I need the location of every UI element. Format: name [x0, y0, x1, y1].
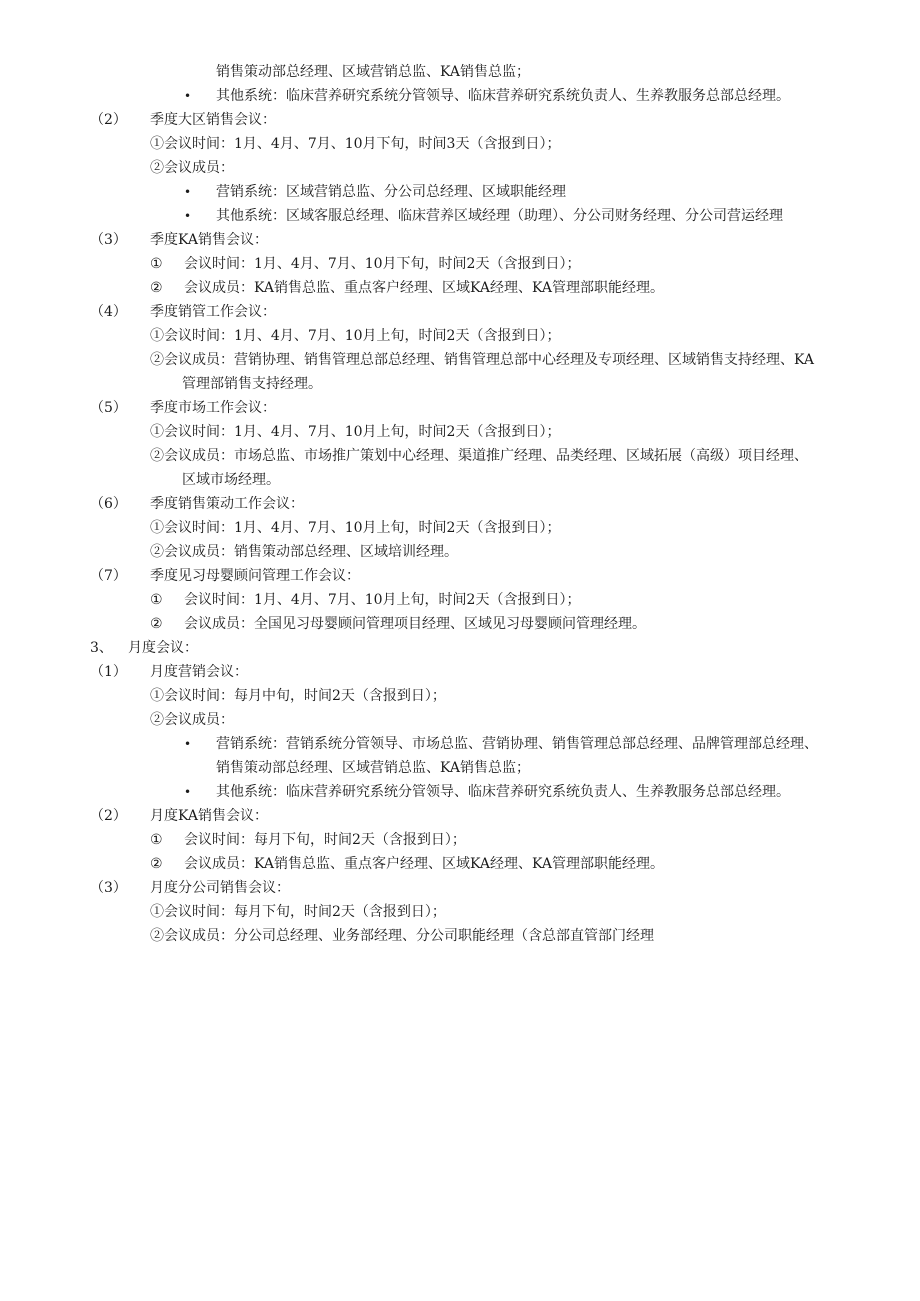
- bullet-icon: •: [184, 185, 192, 199]
- section-3-number: 3、: [90, 640, 113, 656]
- top-line-2: 其他系统：临床营养研究系统分管领导、临床营养研究系统负责人、生养教服务总部总经理。: [216, 88, 790, 104]
- m2-title: 月度KA销售会议：: [150, 808, 269, 824]
- m3-time: ①会议时间：每月下旬，时间2天（含报到日）；: [150, 904, 446, 920]
- q5-time: ①会议时间：1月、4月、7月、10月上旬，时间2天（含报到日）；: [150, 424, 561, 440]
- q3-members: 会议成员：KA销售总监、重点客户经理、区域KA经理、KA管理部职能经理。: [184, 280, 665, 296]
- q4-members-line-2: 管理部销售支持经理。: [182, 376, 322, 392]
- m1-members: ②会议成员：: [150, 712, 234, 728]
- m3-title: 月度分公司销售会议：: [150, 880, 290, 896]
- m1-bullet-1-line-2: 销售策动部总经理、区域营销总监、KA销售总监；: [216, 760, 531, 776]
- q2-number: （2）: [90, 112, 127, 128]
- m1-bullet-2: 其他系统：临床营养研究系统分管领导、临床营养研究系统负责人、生养教服务总部总经理。: [216, 784, 790, 800]
- q3-marker-2: ②: [150, 280, 163, 296]
- q7-time: 会议时间：1月、4月、7月、10月上旬，时间2天（含报到日）；: [184, 592, 581, 608]
- m2-number: （2）: [90, 808, 127, 824]
- bullet-icon: •: [184, 785, 192, 799]
- bullet-icon: •: [184, 737, 192, 751]
- m3-members: ②会议成员：分公司总经理、业务部经理、分公司职能经理（含总部直管部门经理: [150, 928, 654, 944]
- q2-members: ②会议成员：: [150, 160, 234, 176]
- q7-marker-1: ①: [150, 592, 163, 608]
- m2-marker-1: ①: [150, 832, 163, 848]
- q2-bullet-2: 其他系统：区域客服总经理、临床营养区域经理（助理）、分公司财务经理、分公司营运经理: [216, 208, 783, 224]
- q6-time: ①会议时间：1月、4月、7月、10月上旬，时间2天（含报到日）；: [150, 520, 561, 536]
- bullet-icon: •: [184, 89, 192, 103]
- q2-title: 季度大区销售会议：: [150, 112, 276, 128]
- m1-title: 月度营销会议：: [150, 664, 248, 680]
- q6-members: ②会议成员：销售策动部总经理、区域培训经理。: [150, 544, 458, 560]
- m1-number: （1）: [90, 664, 127, 680]
- q3-time: 会议时间：1月、4月、7月、10月下旬，时间2天（含报到日）；: [184, 256, 581, 272]
- q7-number: （7）: [90, 568, 127, 584]
- q6-title: 季度销售策动工作会议：: [150, 496, 304, 512]
- q4-title: 季度销管工作会议：: [150, 304, 276, 320]
- q6-number: （6）: [90, 496, 127, 512]
- m3-number: （3）: [90, 880, 127, 896]
- m2-time: 会议时间：每月下旬，时间2天（含报到日）；: [184, 832, 466, 848]
- q5-members-line-1: ②会议成员：市场总监、市场推广策划中心经理、渠道推广经理、品类经理、区域拓展（高级）项目经理、: [150, 448, 808, 464]
- q2-time: ①会议时间：1月、4月、7月、10月下旬，时间3天（含报到日）；: [150, 136, 561, 152]
- q5-title: 季度市场工作会议：: [150, 400, 276, 416]
- m1-time: ①会议时间：每月中旬，时间2天（含报到日）；: [150, 688, 446, 704]
- top-line-1: 销售策动部总经理、区域营销总监、KA销售总监；: [216, 64, 531, 80]
- q4-number: （4）: [90, 304, 127, 320]
- q7-members: 会议成员：全国见习母婴顾问管理项目经理、区域见习母婴顾问管理经理。: [184, 616, 646, 632]
- section-3-title: 月度会议：: [128, 640, 198, 656]
- q3-marker-1: ①: [150, 256, 163, 272]
- m1-bullet-1-line-1: 营销系统：营销系统分管领导、市场总监、营销协理、销售管理总部总经理、品牌管理部总经理、: [216, 736, 818, 752]
- q4-time: ①会议时间：1月、4月、7月、10月上旬，时间2天（含报到日）；: [150, 328, 561, 344]
- q5-members-line-2: 区域市场经理。: [182, 472, 280, 488]
- q7-marker-2: ②: [150, 616, 163, 632]
- m2-members: 会议成员：KA销售总监、重点客户经理、区域KA经理、KA管理部职能经理。: [184, 856, 665, 872]
- q7-title: 季度见习母婴顾问管理工作会议：: [150, 568, 360, 584]
- m2-marker-2: ②: [150, 856, 163, 872]
- q4-members-line-1: ②会议成员：营销协理、销售管理总部总经理、销售管理总部中心经理及专项经理、区域销售支持经理、KA: [150, 352, 814, 368]
- q5-number: （5）: [90, 400, 127, 416]
- q3-title: 季度KA销售会议：: [150, 232, 269, 248]
- q2-bullet-1: 营销系统：区域营销总监、分公司总经理、区域职能经理: [216, 184, 566, 200]
- bullet-icon: •: [184, 209, 192, 223]
- q3-number: （3）: [90, 232, 127, 248]
